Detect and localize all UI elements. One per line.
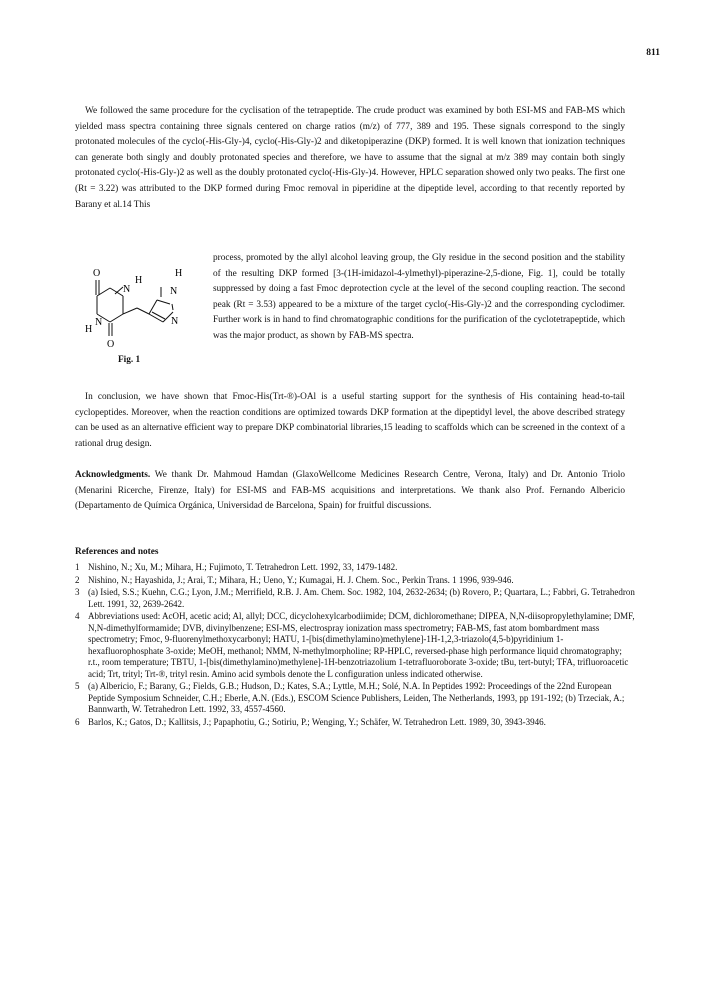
reference-number: 3 <box>75 587 80 597</box>
reference-text: (a) Isied, S.S.; Kuehn, C.G.; Lyon, J.M.; Merrifield, R.B. J. Am. Chem. Soc. 1982, 104, 2632-2634; (b) Rovero, P.; Quartara, L.; Fabbri, G. Tetrahedron Lett. 1991, 32, 2639-2642. <box>88 587 635 609</box>
reference-item <box>75 717 635 729</box>
atom-n-h-left: H <box>85 324 93 335</box>
body-paragraph-3: In conclusion, we have shown that Fmoc-His(Trt-®)-OAl is a useful starting support for the synthesis of His containing head-to-tail cyclopeptides. Moreover, when the reaction conditions are optimized towards DKP formation at the dipeptidyl level, the above described strategy can be used as an alternative efficient way to prepare DKP combinatorial libraries,15 leading to scaffolds which can be screened in the context of a rational drug design. <box>75 392 625 449</box>
reference-number: 5 <box>75 681 80 691</box>
reference-item <box>75 681 635 716</box>
reference-item <box>75 611 635 680</box>
figure-caption: Fig. 1 <box>118 355 141 365</box>
figure-1 <box>85 262 210 362</box>
atom-h-top: H <box>175 268 183 279</box>
reference-text: (a) Albericio, F.; Barany, G.; Fields, G.B.; Hudson, D.; Kates, S.A.; Lyttle, M.H.; Solé, N.A. In Peptides 1992: Proceedings of the 22nd European Peptide Symposium Schneider, C.H.; Eberle, A.N. (Eds.), ESCOM Science Publishers, Leiden, The Netherlands, 1993, pp 191-192; (b) Trzeciak, A.; Bannwarth, W. Tetrahedron Lett. 1992, 33, 4557-4560. <box>88 681 625 714</box>
reference-number: 6 <box>75 716 80 727</box>
body-paragraph-2: process, promoted by the allyl alcohol leaving group, the Gly residue in the second position and the stability of the resulting DKP formed [3-(1H-imidazol-4-ylmethyl)-piperazine-2,5-dione, Fig. 1], could be totally suppressed by doing a fast Fmoc deprotection cycle at the level of the second coupling reaction. The second peak (Rt = 3.53) appeared to be a mixture of the target cyclo(-His-Gly-)2 and the corresponding cyclodimer. Further work is in hand to find chromatographic conditions for the purification of the cyclotetrapeptide, which was the major product, as shown by FAB-MS spectra. <box>213 253 625 341</box>
reference-number: 1 <box>75 562 80 572</box>
atom-n-imid-bottom: N <box>171 316 179 327</box>
reference-item <box>75 575 635 587</box>
reference-item <box>75 562 635 574</box>
references-heading: References and notes <box>75 547 159 557</box>
acknowledgments-heading: Acknowledgments. <box>75 470 151 480</box>
atom-n-imid-top: N <box>170 286 178 297</box>
body-paragraph-1: We followed the same procedure for the cyclisation of the tetrapeptide. The crude product was examined by both ESI-MS and FAB-MS which yielded mass spectra containing three signals centered on charge ratios (m/z) of 777, 389 and 195. These signals correspond to the singly protonated molecules of the cyclo(-His-Gly-)4, cyclo(-His-Gly-)2 and diketopiperazine (DKP) formed. It is well known that ionization techniques can generate both singly and doubly protonated species and therefore, we have to assume that the signal at m/z 389 may contain both singly protonated cyclo(-His-Gly-)2 as well as the doubly protonated cyclo(-His-Gly-)4. However, HPLC separation showed only two peaks. The first one (Rt = 3.22) was attributed to the DKP formed during Fmoc removal in piperidine at the dipeptide level, according to that recently reported by Barany et al.14 This <box>75 106 625 210</box>
acknowledgments <box>75 468 625 515</box>
references-list <box>75 562 635 729</box>
reference-number: 4 <box>75 611 80 621</box>
atom-n-ring1: N <box>123 284 131 295</box>
dkp-structure-diagram <box>85 262 210 362</box>
reference-text: Barlos, K.; Gatos, D.; Kallitsis, J.; Papaphotiu, G.; Sotiriu, P.; Wenging, Y.; Schäfer, W. Tetrahedron Lett. 1989, 30, 3943-3946. <box>88 716 546 727</box>
reference-number: 2 <box>75 574 80 585</box>
page-number: 811 <box>646 48 660 58</box>
atom-n-left: N <box>95 317 103 328</box>
reference-text: Nishino, N.; Xu, M.; Mihara, H.; Fujimoto, T. Tetrahedron Lett. 1992, 33, 1479-1482. <box>88 562 398 572</box>
reference-text: Nishino, N.; Hayashida, J.; Arai, T.; Mihara, H.; Ueno, Y.; Kumagai, H. J. Chem. Soc., Perkin Trans. 1 1996, 939-946. <box>88 574 514 585</box>
atom-o-top: O <box>93 268 101 279</box>
reference-text: Abbreviations used: AcOH, acetic acid; Al, allyl; DCC, dicyclohexylcarbodiimide; DCM, dichloromethane; DIPEA, N,N-diisopropylethylamine; DMF, N,N-dimethylformamide; DVB, divinylbenzene; ESI-MS, electrospray ionization mass spectrometry; FAB-MS, fast atom bombardment mass spectrometry; Fmoc, 9-fluorenylmethoxycarbonyl; HATU, 1-[bis(dimethylamino)methylene]-1H-1,2,3-triazolo(4,5-b)pyridinium 1-hexafluorophosphate 3-oxide; MeOH, methanol; NMM, N-methylmorpholine; RP-HPLC, reversed-phase high performance liquid chromatography; r.t., room temperature; TBTU, 1-[bis(dimethylamino)methylene]-1H-benzotriazolium 1-tetrafluoroborate 3-oxide; tBu, tert-butyl; TFA, trifluoroacetic acid; Trt, trityl; Trt-®, trityl resin. Amino acid symbols denote the L configuration unless indicated otherwise. <box>88 611 635 679</box>
atom-o-bottom: O <box>107 339 115 350</box>
reference-item <box>75 587 635 610</box>
atom-nh-h: H <box>135 275 143 286</box>
acknowledgments-text: We thank Dr. Mahmoud Hamdan (GlaxoWellcome Medicines Research Centre, Verona, Italy) and Dr. Antonio Triolo (Menarini Ricerche, Firenze, Italy) for ESI-MS and FAB-MS acquisitions and interpretations. We thank also Prof. Fernando Albericio (Departamento de Química Orgánica, Universidad de Barcelona, Spain) for fruitful discussions. <box>75 470 625 512</box>
